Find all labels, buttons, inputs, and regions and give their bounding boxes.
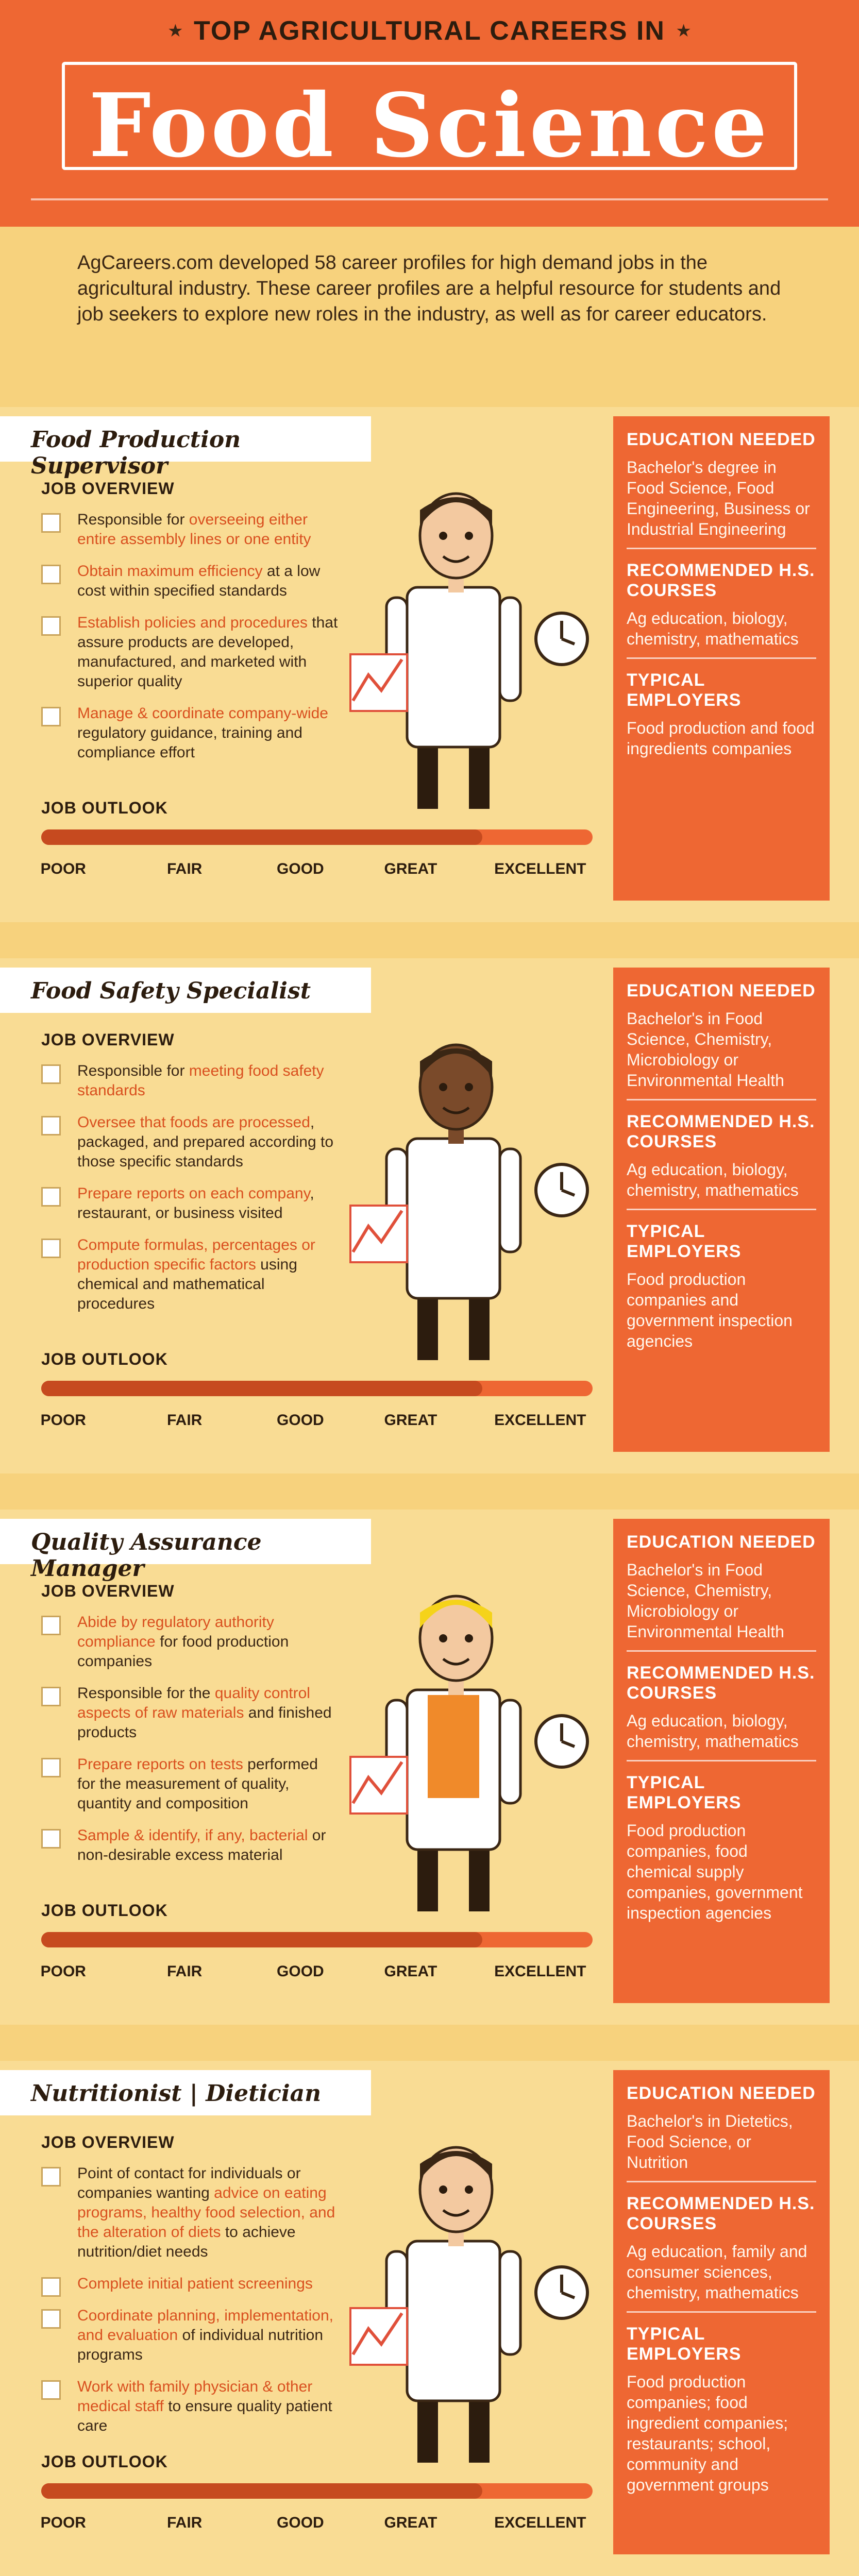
scientist-illustration: [340, 1571, 608, 1932]
career-title: Food Production Supervisor: [31, 427, 241, 479]
career-title-bar: [0, 968, 371, 1013]
overview-item: [41, 562, 340, 601]
career-title-bar: [0, 1519, 371, 1582]
overview-text: Responsible for: [77, 1062, 189, 1079]
scale-label: EXCELLENT: [494, 860, 586, 877]
outlook-scale: [41, 1412, 593, 1432]
overview-text: performed for the measurement of quality, quantity and composition: [77, 1756, 318, 1812]
sidebar-divider: [627, 1099, 816, 1100]
career-sidebar: [613, 968, 830, 1452]
outlook-bar: [41, 2483, 593, 2499]
scientist-illustration: [340, 2123, 608, 2483]
courses-heading: RECOMMENDED H.S. COURSES: [627, 1663, 815, 1703]
overview-highlight: Coordinate planning, implementation, and evaluation: [77, 2307, 333, 2344]
overview-highlight: Abide by regulatory authority compliance: [77, 1614, 274, 1650]
overview-item: [41, 613, 340, 691]
scale-label: EXCELLENT: [494, 2514, 586, 2531]
career-title-bar: [0, 2070, 371, 2115]
scale-label: POOR: [40, 1963, 86, 1980]
career-card: [0, 407, 859, 922]
overview-highlight: Oversee that foods are processed: [77, 1114, 310, 1131]
outlook-scale: [41, 860, 593, 881]
overview-text: that assure products are developed, manufactured, and marketed with superior quality: [77, 614, 338, 690]
outlook-bar: [41, 1932, 593, 1947]
sidebar-divider: [627, 1760, 816, 1761]
employers-heading: TYPICAL EMPLOYERS: [627, 1222, 742, 1261]
job-overview-heading: JOB OVERVIEW: [41, 1582, 175, 1600]
scale-label: GREAT: [384, 1412, 437, 1429]
overview-item: [41, 1613, 340, 1671]
employers-value: Food production companies, food chemical supply companies, government inspection agencies: [627, 1821, 803, 1922]
overview-item: [41, 1684, 340, 1742]
overview-text: , restaurant, or business visited: [77, 1185, 314, 1222]
overview-item: [41, 1235, 340, 1314]
sidebar-divider: [627, 657, 816, 659]
illustration: [340, 1571, 608, 1932]
education-value: Bachelor's degree in Food Science, Food Engineering, Business or Industrial Engineering: [627, 458, 810, 538]
overview-item: [41, 1184, 340, 1223]
sidebar-divider: [627, 2181, 816, 2182]
courses-heading: RECOMMENDED H.S. COURSES: [627, 1112, 815, 1151]
star-icon: ★: [167, 21, 183, 41]
overview-item: [41, 704, 340, 762]
illustration: [340, 2123, 608, 2483]
job-overview-list: [41, 1061, 340, 1326]
overview-highlight: overseeing either entire assembly lines or one entity: [77, 511, 311, 548]
education-value: Bachelor's in Food Science, Chemistry, Microbiology or Environmental Health: [627, 1561, 784, 1641]
job-overview-heading: JOB OVERVIEW: [41, 1030, 175, 1049]
header-title-frame: [62, 62, 797, 177]
employers-value: Food production companies; food ingredient companies; restaurants; school, community and government groups: [627, 2372, 788, 2494]
overview-item: [41, 2377, 340, 2436]
job-overview-list: [41, 510, 340, 775]
career-title-bar: [0, 416, 371, 479]
overview-text: and finished products: [77, 1704, 332, 1741]
sidebar-divider: [627, 1650, 816, 1652]
employers-value: Food production companies and government inspection agencies: [627, 1270, 793, 1350]
overview-highlight: Work with family physician & other medical staff: [77, 2378, 313, 2415]
career-card: [0, 2061, 859, 2576]
overview-text: for food production companies: [77, 1633, 289, 1670]
overview-highlight: Sample & identify, if any, bacterial: [77, 1827, 308, 1844]
overview-highlight: Obtain maximum efficiency: [77, 563, 263, 580]
overview-highlight: Prepare reports on tests: [77, 1756, 243, 1773]
overview-item: [41, 1755, 340, 1814]
sidebar-divider: [627, 548, 816, 549]
job-outlook-heading: JOB OUTLOOK: [41, 2452, 168, 2471]
scale-label: GOOD: [277, 1963, 324, 1980]
scale-label: GOOD: [277, 1412, 324, 1429]
courses-value: Ag education, biology, chemistry, mathematics: [627, 1711, 799, 1751]
overview-text: , packaged, and prepared according to those specific standards: [77, 1114, 334, 1170]
education-heading: EDUCATION NEEDED: [627, 430, 816, 449]
outlook-bar-fill: [41, 829, 482, 845]
scale-label: EXCELLENT: [494, 1963, 586, 1980]
overview-highlight: Manage & coordinate company-wide: [77, 705, 328, 722]
employers-heading: TYPICAL EMPLOYERS: [627, 2324, 742, 2364]
overview-item: [41, 2306, 340, 2365]
career-sidebar: [613, 2070, 830, 2554]
scale-label: FAIR: [167, 1963, 203, 1980]
header-kicker: TOP AGRICULTURAL CAREERS IN: [194, 16, 665, 46]
overview-item: [41, 1061, 340, 1100]
career-sidebar: [613, 416, 830, 901]
overview-text: to achieve nutrition/diet needs: [77, 2224, 296, 2260]
overview-text: to ensure quality patient care: [77, 2398, 332, 2434]
education-value: Bachelor's in Food Science, Chemistry, Microbiology or Environmental Health: [627, 1009, 784, 1090]
scale-label: GREAT: [384, 2514, 437, 2531]
overview-highlight: quality control aspects of raw materials: [77, 1685, 310, 1721]
illustration: [340, 1020, 608, 1381]
job-overview-list: [41, 1613, 340, 1877]
job-outlook-heading: JOB OUTLOOK: [41, 799, 168, 817]
scientist-illustration: [340, 469, 608, 829]
courses-value: Ag education, biology, chemistry, mathematics: [627, 1160, 799, 1199]
outlook-scale: [41, 2514, 593, 2535]
outlook-bar: [41, 829, 593, 845]
overview-text: Responsible for the: [77, 1685, 215, 1702]
overview-highlight: Prepare reports on each company: [77, 1185, 310, 1202]
job-outlook-heading: JOB OUTLOOK: [41, 1350, 168, 1368]
scale-label: GOOD: [277, 860, 324, 877]
courses-heading: RECOMMENDED H.S. COURSES: [627, 2194, 815, 2233]
job-outlook-heading: JOB OUTLOOK: [41, 1901, 168, 1920]
header-kicker-row: [0, 15, 859, 46]
illustration: [340, 469, 608, 829]
courses-value: Ag education, biology, chemistry, mathematics: [627, 609, 799, 648]
overview-highlight: advice on eating programs, healthy food selection, and the alteration of diets: [77, 2184, 335, 2241]
outlook-bar-fill: [41, 1381, 482, 1396]
overview-item: [41, 1113, 340, 1172]
career-title: Food Safety Specialist: [31, 978, 311, 1004]
overview-text: regulatory guidance, training and compliance effort: [77, 724, 302, 761]
overview-text: of individual nutrition programs: [77, 2327, 324, 2363]
header-banner: [0, 0, 859, 227]
scale-label: EXCELLENT: [494, 1412, 586, 1429]
employers-heading: TYPICAL EMPLOYERS: [627, 1773, 742, 1812]
scale-label: GREAT: [384, 860, 437, 877]
overview-item: [41, 1826, 340, 1865]
career-title: Quality Assurance Manager: [31, 1529, 262, 1582]
overview-highlight: Complete initial patient screenings: [77, 2275, 313, 2292]
scale-label: FAIR: [167, 1412, 203, 1429]
overview-item: [41, 2164, 340, 2262]
career-card: [0, 958, 859, 1473]
scale-label: GOOD: [277, 2514, 324, 2531]
overview-item: [41, 510, 340, 549]
employers-heading: TYPICAL EMPLOYERS: [627, 670, 742, 710]
scientist-illustration: [340, 1020, 608, 1381]
courses-heading: RECOMMENDED H.S. COURSES: [627, 561, 815, 600]
scale-label: POOR: [40, 860, 86, 877]
overview-highlight: Compute formulas, percentages or production specific factors: [77, 1236, 315, 1273]
scale-label: FAIR: [167, 2514, 203, 2531]
scale-label: GREAT: [384, 1963, 437, 1980]
overview-highlight: Establish policies and procedures: [77, 614, 308, 631]
job-overview-heading: JOB OVERVIEW: [41, 2133, 175, 2151]
star-icon: ★: [676, 21, 692, 41]
overview-item: [41, 2274, 340, 2294]
header-title: Food Science: [89, 74, 770, 177]
sidebar-divider: [627, 1209, 816, 1210]
outlook-bar-fill: [41, 1932, 482, 1947]
outlook-scale: [41, 1963, 593, 1984]
overview-text: or non-desirable excess material: [77, 1827, 326, 1863]
outlook-bar: [41, 1381, 593, 1396]
employers-value: Food production and food ingredients companies: [627, 719, 815, 758]
courses-value: Ag education, family and consumer sciences, chemistry, mathematics: [627, 2242, 807, 2302]
scale-label: POOR: [40, 1412, 86, 1429]
scale-label: FAIR: [167, 860, 203, 877]
scale-label: POOR: [40, 2514, 86, 2531]
career-title: Nutritionist | Dietician: [31, 2080, 322, 2107]
overview-text: at a low cost within specified standards: [77, 563, 321, 599]
education-heading: EDUCATION NEEDED: [627, 981, 816, 1001]
overview-text: Responsible for: [77, 511, 189, 528]
education-heading: EDUCATION NEEDED: [627, 1532, 816, 1552]
education-heading: EDUCATION NEEDED: [627, 2083, 816, 2103]
job-overview-list: [41, 2164, 340, 2448]
education-value: Bachelor's in Dietetics, Food Science, or Nutrition: [627, 2112, 793, 2172]
overview-highlight: meeting food safety standards: [77, 1062, 324, 1099]
career-sidebar: [613, 1519, 830, 2003]
overview-text: Point of contact for individuals or companies wanting: [77, 2165, 301, 2201]
job-overview-heading: JOB OVERVIEW: [41, 479, 175, 498]
intro-paragraph: AgCareers.com developed 58 career profiles for high demand jobs in the agricultural industry. These career profiles are a helpful resource for students and job seekers to explore new roles in the industry, as well as for career educators.: [77, 252, 781, 325]
header-divider: [31, 198, 828, 200]
outlook-bar-fill: [41, 2483, 482, 2499]
sidebar-divider: [627, 2311, 816, 2313]
career-card: [0, 1510, 859, 2025]
overview-text: using chemical and mathematical procedures: [77, 1256, 297, 1312]
